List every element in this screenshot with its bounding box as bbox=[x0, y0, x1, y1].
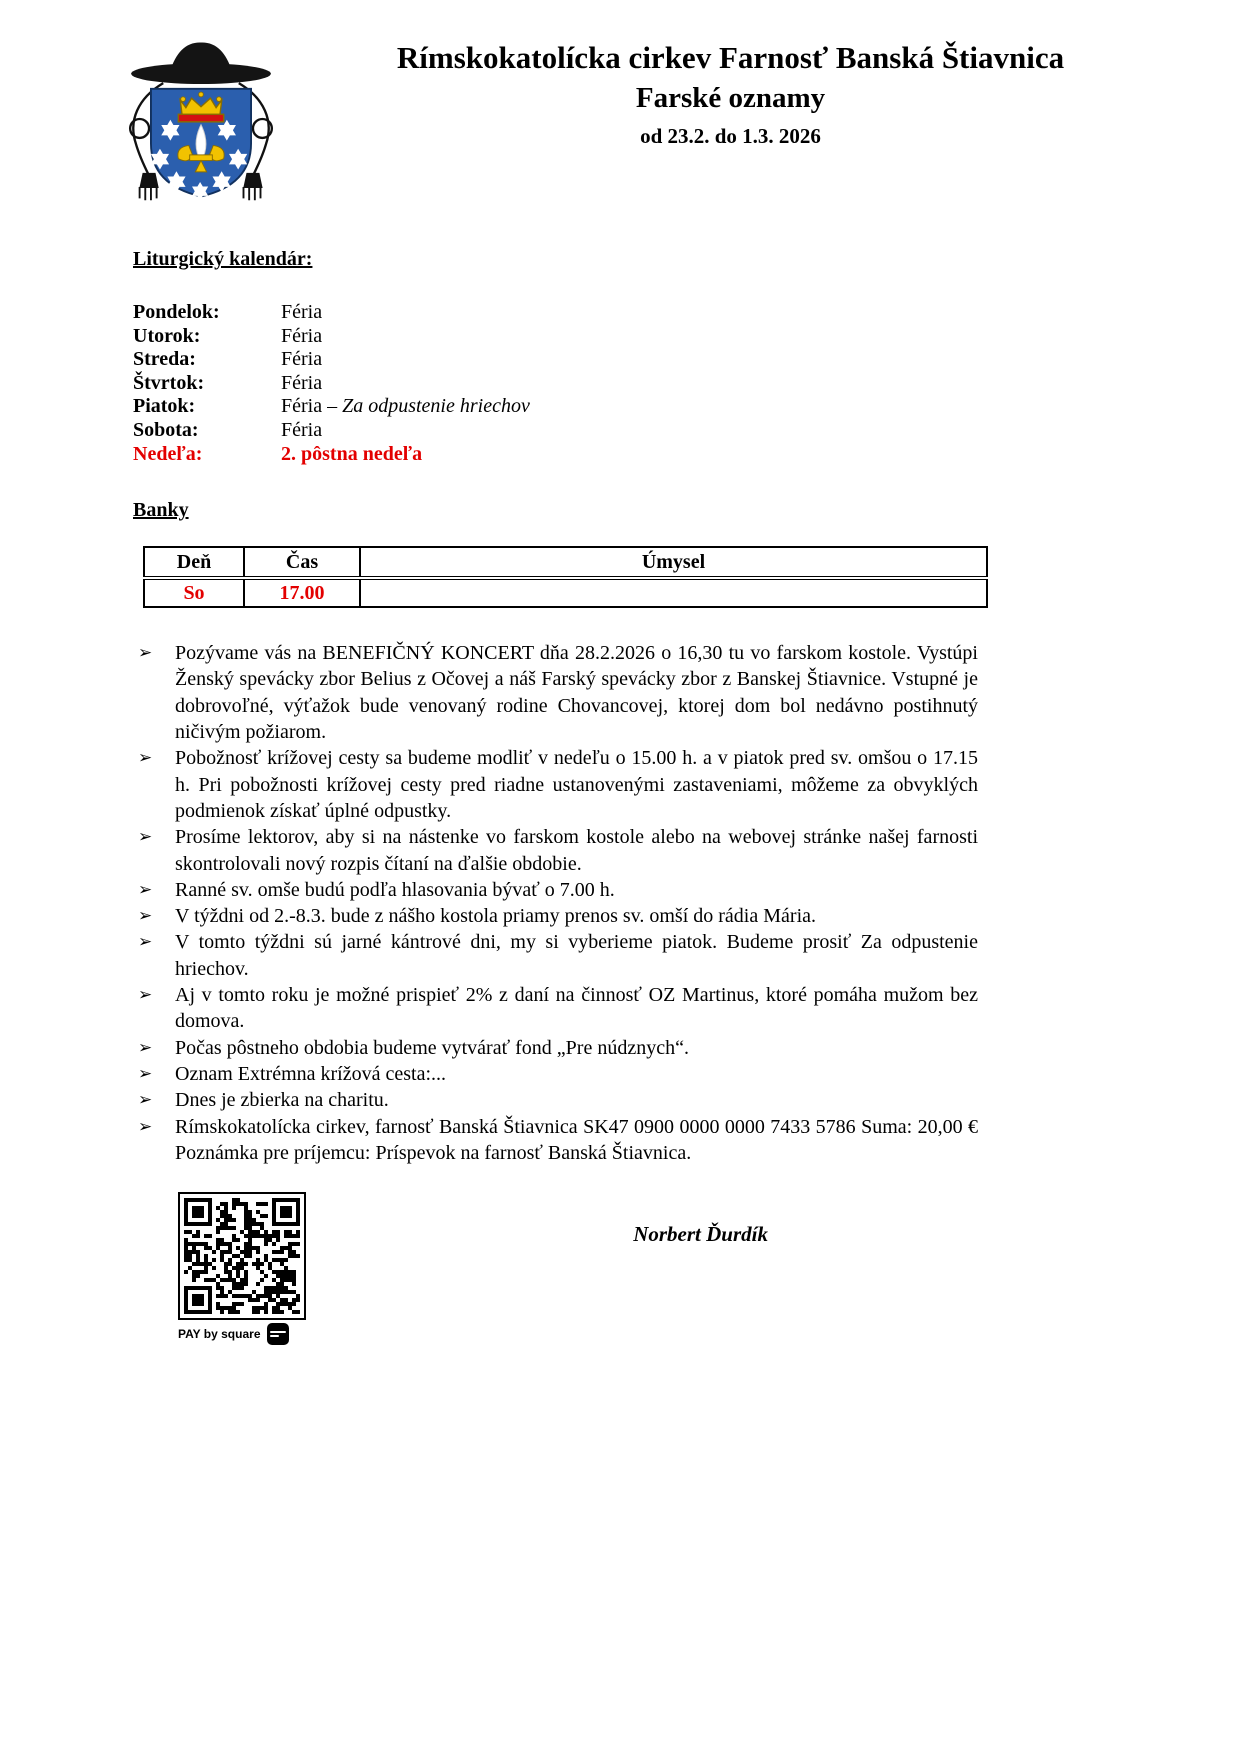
qr-caption: PAY by square bbox=[178, 1327, 261, 1342]
calendar-row bbox=[133, 372, 1108, 396]
announcement-text: Počas pôstneho obdobia budeme vytvárať fond „Pre núdznych“. bbox=[175, 1036, 689, 1059]
date-range: od 23.2. do 1.3. 2026 bbox=[640, 124, 821, 148]
calendar-day-label: Štvrtok: bbox=[133, 371, 205, 394]
footer-row bbox=[133, 1192, 1108, 1372]
list-item bbox=[133, 1061, 978, 1087]
list-item bbox=[133, 877, 978, 903]
calendar-day-value: Féria bbox=[281, 301, 323, 323]
qr-code bbox=[178, 1192, 306, 1320]
arrow-bullet-icon: ➢ bbox=[138, 748, 153, 769]
announcement-text: Pozývame vás na BENEFIČNÝ KONCERT dňa 28.2.2026 o 16,30 tu vo farskom kostole. Vystúpi Ženský spevácky zbor Belius z Očovej a náš Farský spevácky zbor z Banskej Štiavnice. Vstupné je dobrovoľné, výťažok bude venovaný rodine Chovancovej, ktorej dom bol nedávno postihnutý ničivým požiarom. bbox=[175, 642, 978, 744]
calendar-day-value: Féria bbox=[281, 371, 323, 394]
calendar-day-label: Nedeľa: bbox=[133, 442, 203, 465]
calendar-day-value: 2. pôstna nedeľa bbox=[281, 442, 423, 465]
arrow-bullet-icon: ➢ bbox=[138, 1063, 153, 1084]
qr-caption-row bbox=[178, 1323, 308, 1345]
table-row bbox=[144, 578, 987, 607]
announcement-text: Dnes je zbierka na charitu. bbox=[175, 1089, 389, 1112]
list-item bbox=[133, 1035, 978, 1061]
list-item bbox=[133, 903, 978, 929]
column-header-intention: Úmysel bbox=[360, 547, 987, 578]
list-item bbox=[133, 1114, 978, 1167]
banky-heading: Banky bbox=[133, 499, 189, 522]
arrow-bullet-icon: ➢ bbox=[138, 932, 153, 953]
arrow-bullet-icon: ➢ bbox=[138, 1116, 153, 1137]
announcement-text: Ranné sv. omše budú podľa hlasovania bývať o 7.00 h. bbox=[175, 878, 615, 901]
announcement-text: Rímskokatolícka cirkev, farnosť Banská Štiavnica SK47 0900 0000 0000 7433 5786 Suma: 20,00 € Poznámka pre príjemcu: Príspevok na farnosť Banská Štiavnica. bbox=[175, 1115, 978, 1164]
calendar-day-label: Utorok: bbox=[133, 324, 201, 347]
announcement-text: V týždni od 2.-8.3. bude z nášho kostola priamy prenos sv. omší do rádia Mária. bbox=[175, 905, 816, 928]
announcement-text: Pobožnosť krížovej cesty sa budeme modliť v nedeľu o 15.00 h. a v piatok pred sv. omšou o 17.15 h. Pri pobožnosti krížovej cesty pred riadne ustanovenými zastaveniami, môžeme za obvyklých podmienok získať úplné odpustky. bbox=[175, 747, 978, 822]
liturgical-calendar-heading: Liturgický kalendár: bbox=[133, 248, 313, 270]
galero-hat-icon bbox=[131, 42, 271, 84]
calendar-day-label: Sobota: bbox=[133, 418, 199, 441]
calendar-row bbox=[133, 419, 1108, 443]
arrow-bullet-icon: ➢ bbox=[138, 1090, 153, 1111]
calendar-day-value: Féria bbox=[281, 418, 323, 441]
arrow-bullet-icon: ➢ bbox=[138, 827, 153, 848]
calendar-day-value: Féria – Za odpustenie hriechov bbox=[281, 395, 530, 418]
page-header bbox=[0, 0, 1241, 208]
announcement-text: V tomto týždni sú jarné kántrové dni, my si vyberieme piatok. Budeme prosiť Za odpustenie hriechov. bbox=[175, 931, 978, 980]
arrow-bullet-icon: ➢ bbox=[138, 1037, 153, 1058]
arrow-bullet-icon: ➢ bbox=[138, 906, 153, 927]
calendar-row bbox=[133, 395, 1108, 419]
title-block bbox=[250, 38, 1211, 149]
signature: Norbert Ďurdík bbox=[633, 1222, 768, 1247]
document-body bbox=[0, 248, 1241, 1372]
calendar-row-sunday bbox=[133, 443, 1108, 467]
payment-card-icon bbox=[267, 1323, 289, 1345]
column-header-day: Deň bbox=[144, 547, 244, 578]
calendar-day-label: Streda: bbox=[133, 348, 196, 371]
arrow-bullet-icon: ➢ bbox=[138, 879, 153, 900]
list-item bbox=[133, 745, 978, 824]
table-header-row bbox=[144, 547, 987, 578]
arrow-bullet-icon: ➢ bbox=[138, 985, 153, 1006]
announcement-text: Oznam Extrémna krížová cesta:... bbox=[175, 1062, 446, 1085]
calendar-row bbox=[133, 301, 1108, 325]
column-header-time: Čas bbox=[244, 547, 360, 578]
calendar-day-label: Pondelok: bbox=[133, 301, 220, 323]
list-item bbox=[133, 982, 978, 1035]
calendar-day-value: Féria bbox=[281, 348, 323, 371]
liturgical-calendar-list bbox=[133, 301, 1108, 466]
list-item bbox=[133, 640, 978, 745]
calendar-row bbox=[133, 325, 1108, 349]
mass-intentions-table bbox=[143, 546, 988, 608]
list-item bbox=[133, 929, 978, 982]
cell-intention bbox=[360, 578, 987, 607]
calendar-day-value: Féria bbox=[281, 324, 323, 347]
announcement-text: Prosíme lektorov, aby si na nástenke vo farskom kostole alebo na webovej stránke našej farnosti skontrolovali nový rozpis čítaní na ďalšie obdobie. bbox=[175, 826, 978, 875]
page-subtitle: Farské oznamy bbox=[635, 82, 826, 114]
page-title: Rímskokatolícka cirkev Farnosť Banská Štiavnica bbox=[396, 40, 1065, 75]
arrow-bullet-icon: ➢ bbox=[138, 643, 153, 664]
pay-by-square-block bbox=[178, 1192, 308, 1345]
cell-time: 17.00 bbox=[244, 578, 360, 607]
announcements-list bbox=[133, 640, 978, 1166]
announcement-text: Aj v tomto roku je možné prispieť 2% z daní na činnosť OZ Martinus, ktoré pomáha mužom bez domova. bbox=[175, 984, 978, 1033]
calendar-row bbox=[133, 348, 1108, 372]
calendar-day-label: Piatok: bbox=[133, 395, 196, 418]
list-item bbox=[133, 824, 978, 877]
parish-coat-of-arms bbox=[110, 34, 292, 204]
list-item bbox=[133, 1087, 978, 1113]
calendar-day-note: Za odpustenie hriechov bbox=[342, 395, 530, 418]
cell-day: So bbox=[144, 578, 244, 607]
